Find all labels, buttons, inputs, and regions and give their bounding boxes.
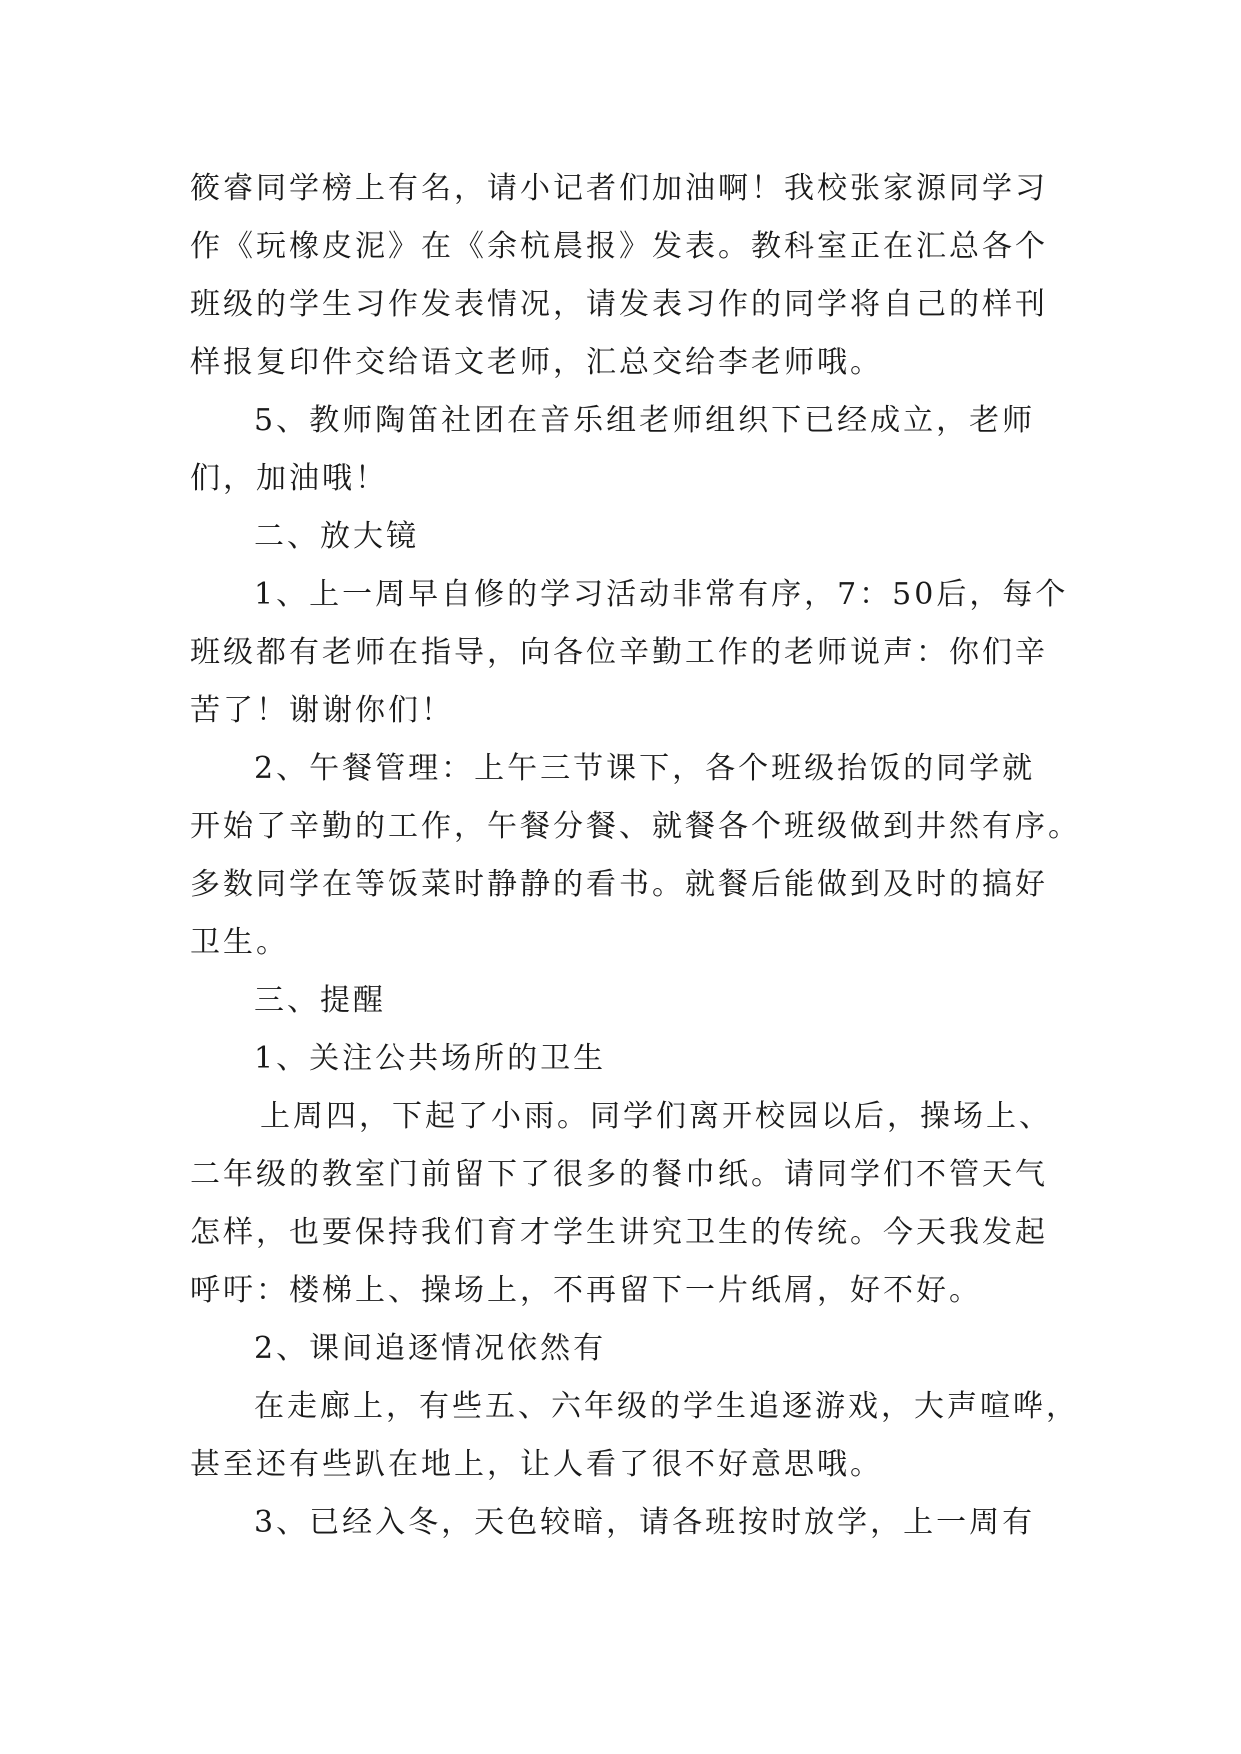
text-line: 卫生。: [190, 925, 289, 960]
body-text: [190, 160, 1081, 1552]
text-line: 苦了！谢谢你们！: [190, 693, 454, 728]
text-line: 呼吁：楼梯上、操场上，不再留下一片纸屑，好不好。: [190, 1273, 982, 1308]
text-line: 筱睿同学榜上有名，请小记者们加油啊！我校张家源同学习: [190, 171, 1048, 206]
section-heading-magnifier: 二、放大镜: [254, 519, 419, 554]
text-line: 二年级的教室门前留下了很多的餐巾纸。请同学们不管天气: [190, 1157, 1048, 1192]
text-line: 班级的学生习作发表情况，请发表习作的同学将自己的样刊: [190, 287, 1048, 322]
paragraph-item-1: 1、上一周早自修的学习活动非常有序，7：50后，每个: [254, 577, 1069, 612]
text-line: 样报复印件交给语文老师，汇总交给李老师哦。: [190, 345, 883, 380]
paragraph-item-3: 3、已经入冬，天色较暗，请各班按时放学，上一周有: [254, 1505, 1036, 1540]
text-line: 们，加油哦！: [190, 461, 388, 496]
text-line: 甚至还有些趴在地上，让人看了很不好意思哦。: [190, 1447, 883, 1482]
paragraph-hygiene: 上周四，下起了小雨。同学们离开校园以后，操场上、: [260, 1099, 1052, 1134]
text-line: 多数同学在等饭菜时静静的看书。就餐后能做到及时的搞好: [190, 867, 1048, 902]
paragraph-item-5: 5、教师陶笛社团在音乐组老师组织下已经成立，老师: [254, 403, 1036, 438]
paragraph-item-2: 2、午餐管理：上午三节课下，各个班级抬饭的同学就: [254, 751, 1036, 786]
text-line: 怎样，也要保持我们育才学生讲究卫生的传统。今天我发起: [190, 1215, 1048, 1250]
paragraph-chasing: 在走廊上，有些五、六年级的学生追逐游戏，大声喧哗，: [254, 1389, 1079, 1424]
text-line: 开始了辛勤的工作，午餐分餐、就餐各个班级做到井然有序。: [190, 809, 1081, 844]
subheading-public-hygiene: 1、关注公共场所的卫生: [254, 1041, 607, 1076]
subheading-chasing: 2、课间追逐情况依然有: [254, 1331, 607, 1366]
section-heading-reminder: 三、提醒: [254, 983, 386, 1018]
text-line: 班级都有老师在指导，向各位辛勤工作的老师说声：你们辛: [190, 635, 1048, 670]
text-line: 作《玩橡皮泥》在《余杭晨报》发表。教科室正在汇总各个: [190, 229, 1048, 264]
